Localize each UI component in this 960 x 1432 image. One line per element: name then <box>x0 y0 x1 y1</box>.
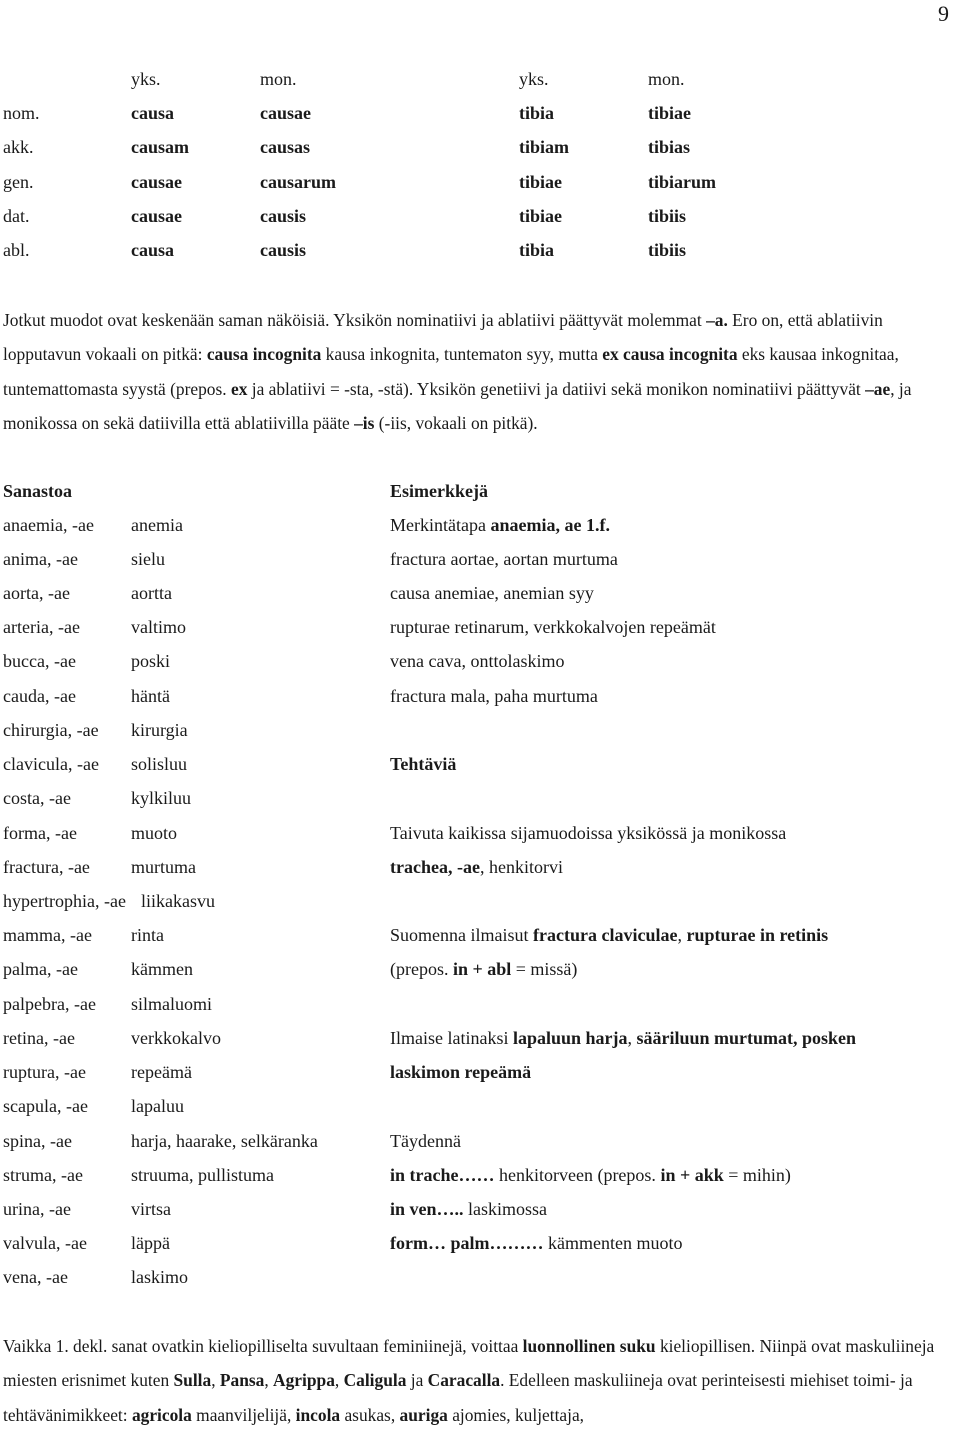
form-cell: causae <box>131 206 182 226</box>
vocab-finnish: rinta <box>131 925 164 945</box>
text: , <box>334 1370 344 1391</box>
text: , <box>627 1028 637 1048</box>
ending: –a. <box>706 310 728 330</box>
example-item: causa anemiae, anemian syy <box>390 583 594 603</box>
exercise-4-heading: Täydennä <box>390 1131 461 1151</box>
name: Agrippa <box>273 1370 335 1391</box>
text: ajomies, kuljettaja, <box>447 1404 585 1425</box>
latin-fill: in ven….. <box>390 1199 464 1219</box>
form-cell: tibia <box>519 103 555 123</box>
text: maanviljelijä, <box>191 1404 296 1425</box>
latin-term: incola <box>295 1404 341 1425</box>
latin-term: agricola <box>131 1404 192 1425</box>
vocab-latin: struma, -ae <box>3 1165 83 1185</box>
form-cell: tibiae <box>519 206 562 226</box>
text: = missä) <box>511 959 578 979</box>
vocab-latin: clavicula, -ae <box>3 754 99 774</box>
exercise-4-line-3 <box>390 1233 682 1253</box>
exercise-3-line-2: laskimon repeämä <box>390 1062 532 1082</box>
form-cell: causam <box>131 137 189 157</box>
example-item: rupturae retinarum, verkkokalvojen repeämät <box>390 617 716 637</box>
form-cell: tibiis <box>648 240 687 260</box>
vocab-finnish: häntä <box>131 686 170 706</box>
exercise-4-line-2 <box>390 1199 547 1219</box>
vocab-finnish: virtsa <box>131 1199 171 1219</box>
latin-term: auriga <box>399 1404 448 1425</box>
finnish-term: sääriluun murtumat, posken <box>636 1028 857 1048</box>
vocab-latin: bucca, -ae <box>3 651 76 671</box>
text: Ilmaise latinaksi <box>390 1028 513 1048</box>
vocab-finnish: harja, haarake, selkäranka <box>131 1131 318 1151</box>
finnish-term: lapaluun harja <box>512 1028 628 1048</box>
ending: –ae <box>865 378 891 399</box>
column-header: yks. <box>131 69 161 89</box>
vocab-finnish: kirurgia <box>131 720 188 740</box>
text: Merkintätapa <box>390 515 491 535</box>
text: , <box>677 925 687 945</box>
vocab-finnish: sielu <box>131 549 165 569</box>
vocab-latin: valvula, -ae <box>3 1233 87 1253</box>
column-header: mon. <box>648 69 685 89</box>
vocab-latin: ruptura, -ae <box>3 1062 86 1082</box>
form-cell: causis <box>260 206 307 226</box>
text: (prepos. <box>390 959 453 979</box>
text: ja <box>406 1370 428 1391</box>
vocab-latin: vena, -ae <box>3 1267 68 1287</box>
form-cell: tibiis <box>648 206 687 226</box>
vocab-finnish: lapaluu <box>131 1096 184 1116</box>
latin-term: anaemia, ae 1.f. <box>490 515 610 535</box>
vocab-finnish: silmaluomi <box>131 994 212 1014</box>
form-cell: causa <box>131 103 175 123</box>
latin-term: causa incognita <box>206 344 322 365</box>
exercise-1-line-1: Taivuta kaikissa sijamuodoissa yksikössä ja monikossa <box>390 823 787 843</box>
vocab-finnish: verkkokalvo <box>131 1028 221 1048</box>
vocabulary-heading: Sanastoa <box>3 481 73 501</box>
vocab-latin: retina, -ae <box>3 1028 75 1048</box>
form-cell: tibiam <box>519 137 570 157</box>
vocab-latin: chirurgia, -ae <box>3 720 99 740</box>
grammar-rule: in + abl <box>452 959 512 979</box>
case-label: akk. <box>3 137 34 157</box>
footer-paragraph <box>3 1329 953 1432</box>
exercises-heading: Tehtäviä <box>390 754 457 774</box>
latin-fill: palm……… <box>450 1233 544 1253</box>
vocab-finnish: valtimo <box>131 617 186 637</box>
ending: –is <box>354 412 375 433</box>
vocab-finnish: liikakasvu <box>141 891 215 911</box>
text: . Edelleen maskuliineja ovat perinteisesti miehiset toimi- ja tehtävänimikkeet: <box>3 1370 913 1425</box>
case-label: dat. <box>3 206 30 226</box>
text: , ja monikossa on sekä datiivilla että ablatiivilla pääte <box>3 378 912 433</box>
form-cell: tibiae <box>648 103 691 123</box>
case-label: abl. <box>3 240 30 260</box>
term: luonnollinen suku <box>522 1336 656 1356</box>
latin-fill: form… <box>390 1233 446 1253</box>
form-cell: tibia <box>519 240 555 260</box>
latin-fill: in trache…… <box>390 1165 495 1185</box>
latin-term: ex causa incognita <box>602 344 738 365</box>
exercise-3-line-1 <box>390 1028 856 1048</box>
vocab-finnish: repeämä <box>131 1062 192 1082</box>
example-item: fractura aortae, aortan murtuma <box>390 549 618 569</box>
column-header: yks. <box>519 69 549 89</box>
examples-heading: Esimerkkejä <box>390 481 488 501</box>
form-cell: tibiarum <box>648 172 717 192</box>
text: (-iis, vokaali on pitkä). <box>374 412 538 433</box>
form-cell: tibias <box>648 137 691 157</box>
vocab-finnish: poski <box>131 651 171 671</box>
vocab-finnish: kylkiluu <box>131 788 192 808</box>
example-notation <box>390 515 610 535</box>
example-item: fractura mala, paha murtuma <box>390 686 598 706</box>
form-cell: causas <box>260 137 311 157</box>
form-cell: causarum <box>260 172 336 192</box>
case-label: nom. <box>3 103 40 123</box>
vocab-finnish: struuma, pullistuma <box>131 1165 274 1185</box>
vocab-finnish: laskimo <box>131 1267 188 1287</box>
text: , henkitorvi <box>479 857 563 877</box>
vocab-latin: anima, -ae <box>3 549 78 569</box>
latin-term: fractura claviculae <box>533 925 678 945</box>
vocab-latin: fractura, -ae <box>3 857 90 877</box>
vocab-finnish: solisluu <box>131 754 188 774</box>
vocab-latin: urina, -ae <box>3 1199 71 1219</box>
case-label: gen. <box>3 172 34 192</box>
vocab-latin: scapula, -ae <box>3 1096 88 1116</box>
text: eks kausaa inkognitaa, tuntemattomasta syystä (prepos. <box>3 344 899 399</box>
form-cell: causae <box>260 103 311 123</box>
text: , <box>211 1370 220 1391</box>
exercise-1-line-2 <box>390 857 563 877</box>
text: Ero on, että ablatiivin lopputavun vokaali on pitkä: <box>3 310 883 365</box>
vocab-latin: cauda, -ae <box>3 686 76 706</box>
vocab-latin: hypertrophia, -ae <box>3 891 126 911</box>
vocab-finnish: kämmen <box>131 959 193 979</box>
text: kieliopillisen. Niinpä ovat maskuliineja miesten erisnimet kuten <box>3 1336 935 1391</box>
vocab-latin: mamma, -ae <box>3 925 92 945</box>
text: Jotkut muodot ovat keskenään saman näköisiä. Yksikön nominatiivi ja ablatiivi päättyvät molemmat <box>3 310 707 330</box>
name: Sulla <box>173 1370 212 1391</box>
name: Pansa <box>219 1370 265 1391</box>
form-cell: tibiae <box>519 172 562 192</box>
text: asukas, <box>340 1404 400 1425</box>
form-cell: causa <box>131 240 175 260</box>
vocab-latin: anaemia, -ae <box>3 515 94 535</box>
vocab-latin: spina, -ae <box>3 1131 72 1151</box>
vocab-finnish: läppä <box>131 1233 170 1253</box>
text: kausa inkognita, tuntematon syy, mutta <box>321 344 603 365</box>
vocab-latin: forma, -ae <box>3 823 77 843</box>
column-header: mon. <box>260 69 297 89</box>
text: kämmenten muoto <box>543 1233 683 1253</box>
latin-term: trachea, -ae <box>390 857 480 877</box>
exercise-2-line-1 <box>390 925 828 945</box>
vocab-latin: palma, -ae <box>3 959 78 979</box>
vocab-finnish: aortta <box>131 583 172 603</box>
vocab-latin: palpebra, -ae <box>3 994 96 1014</box>
vocab-finnish: muoto <box>131 823 178 843</box>
name: Caligula <box>343 1370 407 1391</box>
text: henkitorveen (prepos. <box>494 1165 661 1185</box>
text: laskimossa <box>463 1199 548 1219</box>
name: Caracalla <box>427 1370 501 1391</box>
text: Suomenna ilmaisut <box>390 925 533 945</box>
grammar-rule: in + akk <box>660 1165 724 1185</box>
text: = mihin) <box>723 1165 791 1185</box>
exercise-2-line-2 <box>390 959 577 979</box>
latin-term: ex <box>230 378 248 399</box>
vocab-latin: arteria, -ae <box>3 617 80 637</box>
example-item: vena cava, onttolaskimo <box>390 651 565 671</box>
latin-term: rupturae in retinis <box>686 925 829 945</box>
exercise-4-line-1 <box>390 1165 791 1185</box>
text: Vaikka 1. dekl. sanat ovatkin kieliopilliselta suvultaan feminiinejä, voittaa <box>3 1336 523 1356</box>
vocab-latin: aorta, -ae <box>3 583 70 603</box>
page-number: 9 <box>938 1 949 26</box>
vocab-finnish: anemia <box>131 515 183 535</box>
form-cell: causis <box>260 240 307 260</box>
vocab-latin: costa, -ae <box>3 788 71 808</box>
form-cell: causae <box>131 172 182 192</box>
explanation-paragraph <box>3 303 953 440</box>
text: , <box>264 1370 274 1391</box>
text: ja ablatiivi = -sta, -stä). Yksikön genetiivi ja datiivi sekä monikon nominatiivi päättyvät <box>247 378 866 399</box>
vocab-finnish: murtuma <box>131 857 196 877</box>
